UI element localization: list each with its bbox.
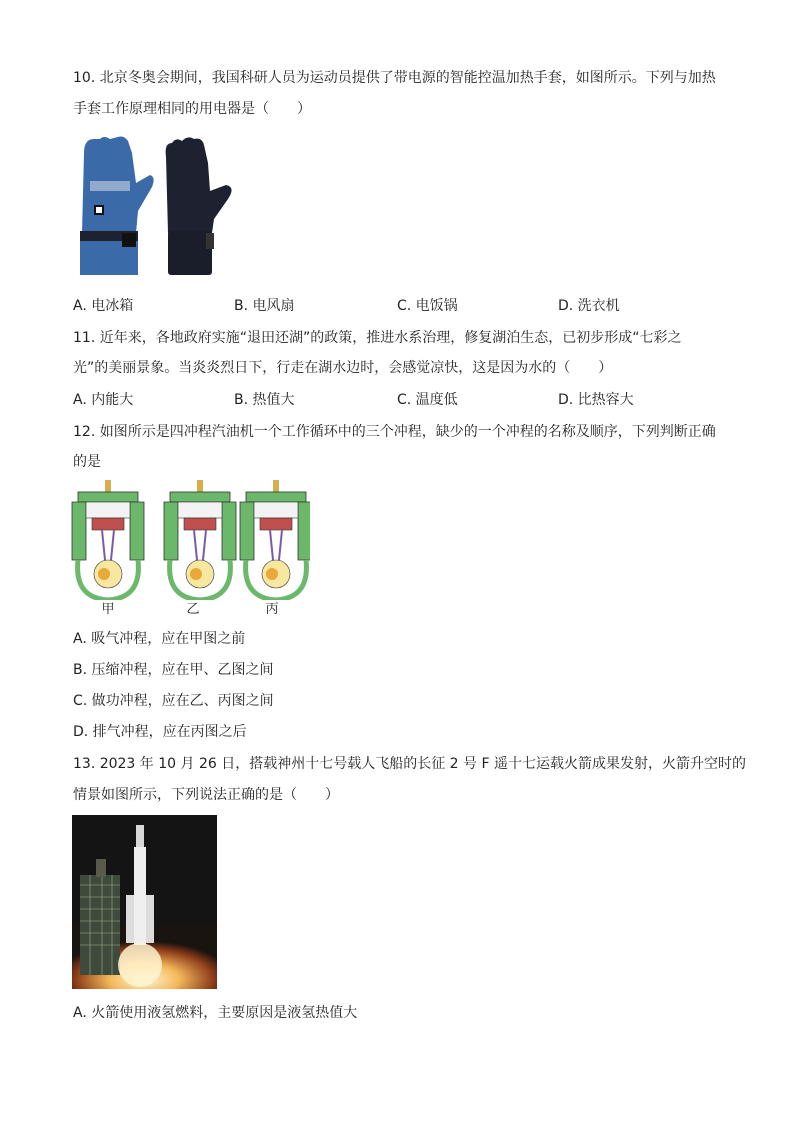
q12-option-d[interactable]: D. 排气冲程，应在丙图之后 (73, 724, 247, 740)
q12-option-a[interactable]: A. 吸气冲程，应在甲图之前 (73, 631, 246, 647)
engine-yi (164, 480, 236, 600)
engine-strokes-figure (70, 480, 310, 600)
q11-option-d[interactable]: D. 比热容大 (558, 392, 634, 408)
launch-tower (80, 859, 120, 975)
q13-stem-line2: 情景如图所示，下列说法正确的是（ ） (73, 787, 339, 803)
heated-gloves-image (72, 133, 242, 283)
q11-option-b[interactable]: B. 热值大 (234, 392, 295, 408)
q12-option-b[interactable]: B. 压缩冲程，应在甲、乙图之间 (73, 662, 274, 678)
rocket-launch-photo (72, 815, 217, 989)
q10-option-d[interactable]: D. 洗衣机 (558, 298, 620, 314)
q12-option-c[interactable]: C. 做功冲程，应在乙、丙图之间 (73, 693, 274, 709)
blue-heated-glove (80, 137, 154, 276)
engine-bing (240, 480, 310, 600)
q10-option-a[interactable]: A. 电冰箱 (73, 298, 134, 314)
caption-jia: 甲 (101, 602, 115, 617)
black-glove (166, 137, 232, 275)
caption-yi: 乙 (186, 602, 200, 617)
q11-option-a[interactable]: A. 内能大 (73, 392, 134, 408)
q13-option-a[interactable]: A. 火箭使用液氢燃料，主要原因是液氢热值大 (73, 1005, 358, 1021)
q10-stem-line1: 10. 北京冬奥会期间，我国科研人员为运动员提供了带电源的智能控温加热手套，如图所示。下列与加热 (73, 70, 716, 86)
q13-stem-line1: 13. 2023 年 10 月 26 日，搭载神州十七号载人飞船的长征 2 号 F 遥十七运载火箭成果发射，火箭升空时的 (73, 756, 746, 772)
caption-bing: 丙 (265, 602, 279, 617)
q11-stem-line1: 11. 近年来，各地政府实施“退田还湖”的政策，推进水系治理，修复湖泊生态，已初步形成“七彩之 (73, 330, 682, 346)
q10-option-b[interactable]: B. 电风扇 (234, 298, 295, 314)
engine-jia (72, 480, 144, 600)
q12-stem-line2: 的是 (73, 454, 101, 470)
q11-stem-line2: 光”的美丽景象。当炎炎烈日下，行走在湖水边时，会感觉凉快，这是因为水的（ ） (73, 360, 613, 376)
q12-stem-line1: 12. 如图所示是四冲程汽油机一个工作循环中的三个冲程，缺少的一个冲程的名称及顺序，下列判断正确 (73, 424, 716, 440)
q10-stem-line2: 手套工作原理相同的用电器是（ ） (73, 101, 311, 117)
q10-option-c[interactable]: C. 电饭锅 (397, 298, 458, 314)
q11-option-c[interactable]: C. 温度低 (397, 392, 458, 408)
